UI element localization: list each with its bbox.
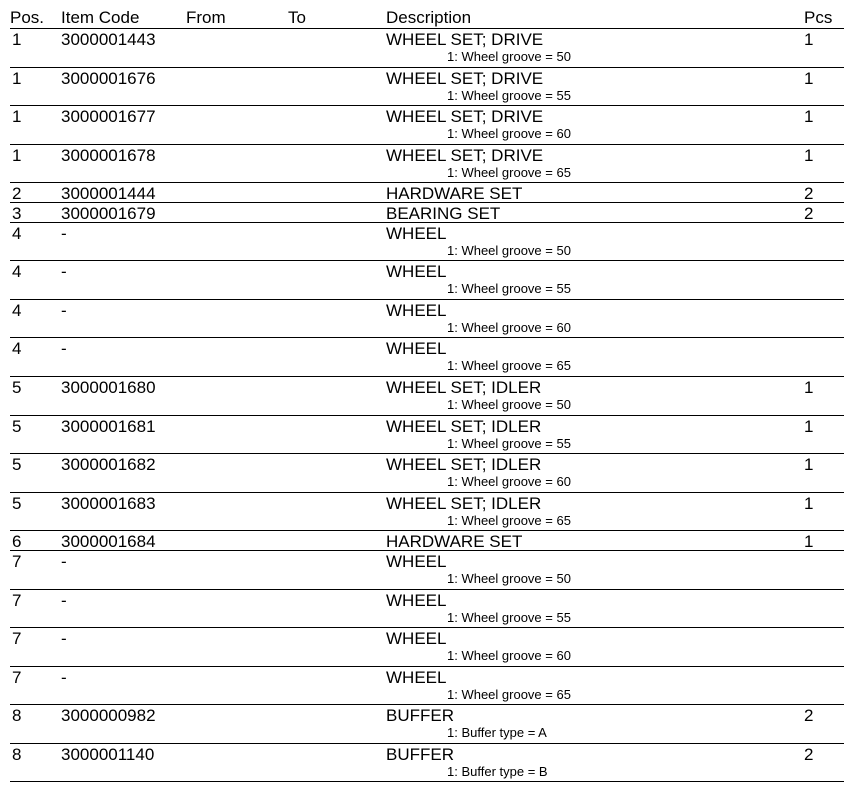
table-row [10, 106, 844, 145]
row-detail: 1: Wheel groove = 50 [447, 570, 571, 586]
row-item-code: - [61, 262, 67, 282]
row-item-code: - [61, 223, 67, 243]
row-detail: 1: Wheel groove = 55 [447, 87, 571, 103]
row-item-code: 3000001443 [61, 30, 156, 49]
row-item-code: 3000001676 [61, 68, 156, 88]
row-pos: 6 [12, 532, 22, 552]
row-item-code: 3000001684 [61, 532, 156, 552]
row-pos: 4 [12, 223, 22, 243]
row-pcs: 1 [804, 107, 814, 127]
row-pos: 3 [12, 203, 22, 223]
row-pos: 5 [12, 493, 22, 513]
table-row [10, 531, 844, 551]
header-from: From [186, 8, 226, 27]
table-row [10, 300, 844, 339]
table-row [10, 705, 844, 744]
row-item-code: 3000001681 [61, 416, 156, 436]
row-detail: 1: Wheel groove = 60 [447, 474, 571, 490]
parts-table [10, 6, 844, 782]
row-pos: 2 [12, 184, 22, 204]
table-row [10, 667, 844, 706]
row-pcs: 1 [804, 455, 814, 475]
row-description: WHEEL [386, 339, 447, 359]
row-pcs: 1 [804, 145, 814, 165]
row-detail: 1: Wheel groove = 65 [447, 512, 571, 528]
table-row [10, 29, 844, 68]
row-pos: 7 [12, 629, 22, 649]
row-pcs: 2 [804, 184, 814, 204]
row-pcs: 2 [804, 744, 814, 764]
row-item-code: 3000001678 [61, 145, 156, 165]
table-row [10, 454, 844, 493]
row-pos: 1 [12, 145, 22, 165]
row-detail: 1: Wheel groove = 65 [447, 164, 571, 180]
row-item-code: - [61, 629, 67, 649]
row-pos: 7 [12, 551, 22, 571]
row-description: WHEEL SET; DRIVE [386, 30, 544, 49]
row-pcs: 1 [804, 68, 814, 88]
row-description: HARDWARE SET [386, 184, 523, 204]
row-description: WHEEL SET; DRIVE [386, 107, 544, 127]
table-row [10, 744, 844, 783]
row-item-code: 3000001683 [61, 493, 156, 513]
table-row [10, 338, 844, 377]
row-pos: 5 [12, 377, 22, 397]
row-item-code: 3000001679 [61, 203, 156, 223]
row-pcs: 1 [804, 377, 814, 397]
row-detail: 1: Wheel groove = 60 [447, 126, 571, 142]
row-detail: 1: Wheel groove = 55 [447, 609, 571, 625]
row-description: WHEEL [386, 223, 447, 243]
row-pcs: 2 [804, 706, 814, 726]
row-detail: 1: Wheel groove = 50 [447, 49, 571, 64]
row-pos: 1 [12, 68, 22, 88]
row-pos: 8 [12, 706, 22, 726]
row-pcs: 1 [804, 532, 814, 552]
table-row [10, 183, 844, 203]
row-pcs: 1 [804, 416, 814, 436]
row-pos: 4 [12, 262, 22, 282]
row-description: WHEEL [386, 629, 447, 649]
row-detail: 1: Wheel groove = 55 [447, 281, 571, 297]
row-description: WHEEL SET; IDLER [386, 377, 542, 397]
row-item-code: 3000001682 [61, 455, 156, 475]
table-row [10, 203, 844, 223]
table-row [10, 493, 844, 532]
row-detail: 1: Buffer type = A [447, 725, 547, 741]
row-detail: 1: Wheel groove = 60 [447, 319, 571, 335]
row-pos: 5 [12, 416, 22, 436]
row-pos: 4 [12, 339, 22, 359]
row-item-code: 3000001677 [61, 107, 156, 127]
row-description: WHEEL SET; DRIVE [386, 68, 544, 88]
row-pcs: 2 [804, 203, 814, 223]
row-description: BEARING SET [386, 203, 501, 223]
table-header [10, 6, 844, 29]
table-body [10, 29, 844, 782]
row-description: BUFFER [386, 706, 454, 726]
table-row [10, 377, 844, 416]
row-pos: 1 [12, 107, 22, 127]
row-item-code: - [61, 590, 67, 610]
row-description: WHEEL SET; DRIVE [386, 145, 544, 165]
row-pos: 7 [12, 590, 22, 610]
header-pcs: Pcs [804, 8, 833, 27]
row-description: WHEEL [386, 590, 447, 610]
row-pos: 1 [12, 30, 22, 49]
row-pos: 5 [12, 455, 22, 475]
row-description: WHEEL [386, 667, 447, 687]
table-row [10, 551, 844, 590]
row-pos: 8 [12, 744, 22, 764]
table-row [10, 223, 844, 262]
row-description: WHEEL SET; IDLER [386, 493, 542, 513]
row-detail: 1: Wheel groove = 65 [447, 686, 571, 702]
header-pos: Pos. [10, 8, 45, 27]
row-description: BUFFER [386, 744, 454, 764]
table-row [10, 68, 844, 107]
row-pcs: 1 [804, 30, 814, 49]
row-detail: 1: Wheel groove = 50 [447, 396, 571, 412]
table-row [10, 416, 844, 455]
table-row [10, 628, 844, 667]
row-item-code: 3000001444 [61, 184, 156, 204]
row-item-code: - [61, 667, 67, 687]
row-description: WHEEL SET; IDLER [386, 416, 542, 436]
row-description: WHEEL SET; IDLER [386, 455, 542, 475]
row-pos: 7 [12, 667, 22, 687]
header-item-code: Item Code [61, 8, 140, 27]
row-description: WHEEL [386, 551, 447, 571]
table-row [10, 145, 844, 184]
row-detail: 1: Wheel groove = 50 [447, 242, 571, 258]
row-description: HARDWARE SET [386, 532, 523, 552]
row-item-code: 3000001140 [61, 744, 155, 764]
row-item-code: - [61, 339, 67, 359]
table-row [10, 590, 844, 629]
table-row [10, 261, 844, 300]
row-detail: 1: Wheel groove = 65 [447, 358, 571, 374]
row-detail: 1: Buffer type = B [447, 763, 548, 779]
row-item-code: 3000001680 [61, 377, 156, 397]
row-item-code: - [61, 300, 67, 320]
header-description: Description [386, 8, 472, 27]
row-detail: 1: Wheel groove = 55 [447, 435, 571, 451]
row-item-code: - [61, 551, 67, 571]
row-description: WHEEL [386, 300, 447, 320]
row-description: WHEEL [386, 262, 447, 282]
row-detail: 1: Wheel groove = 60 [447, 648, 571, 664]
header-to: To [288, 8, 306, 27]
row-pos: 4 [12, 300, 22, 320]
row-item-code: 3000000982 [61, 706, 156, 726]
row-pcs: 1 [804, 493, 814, 513]
